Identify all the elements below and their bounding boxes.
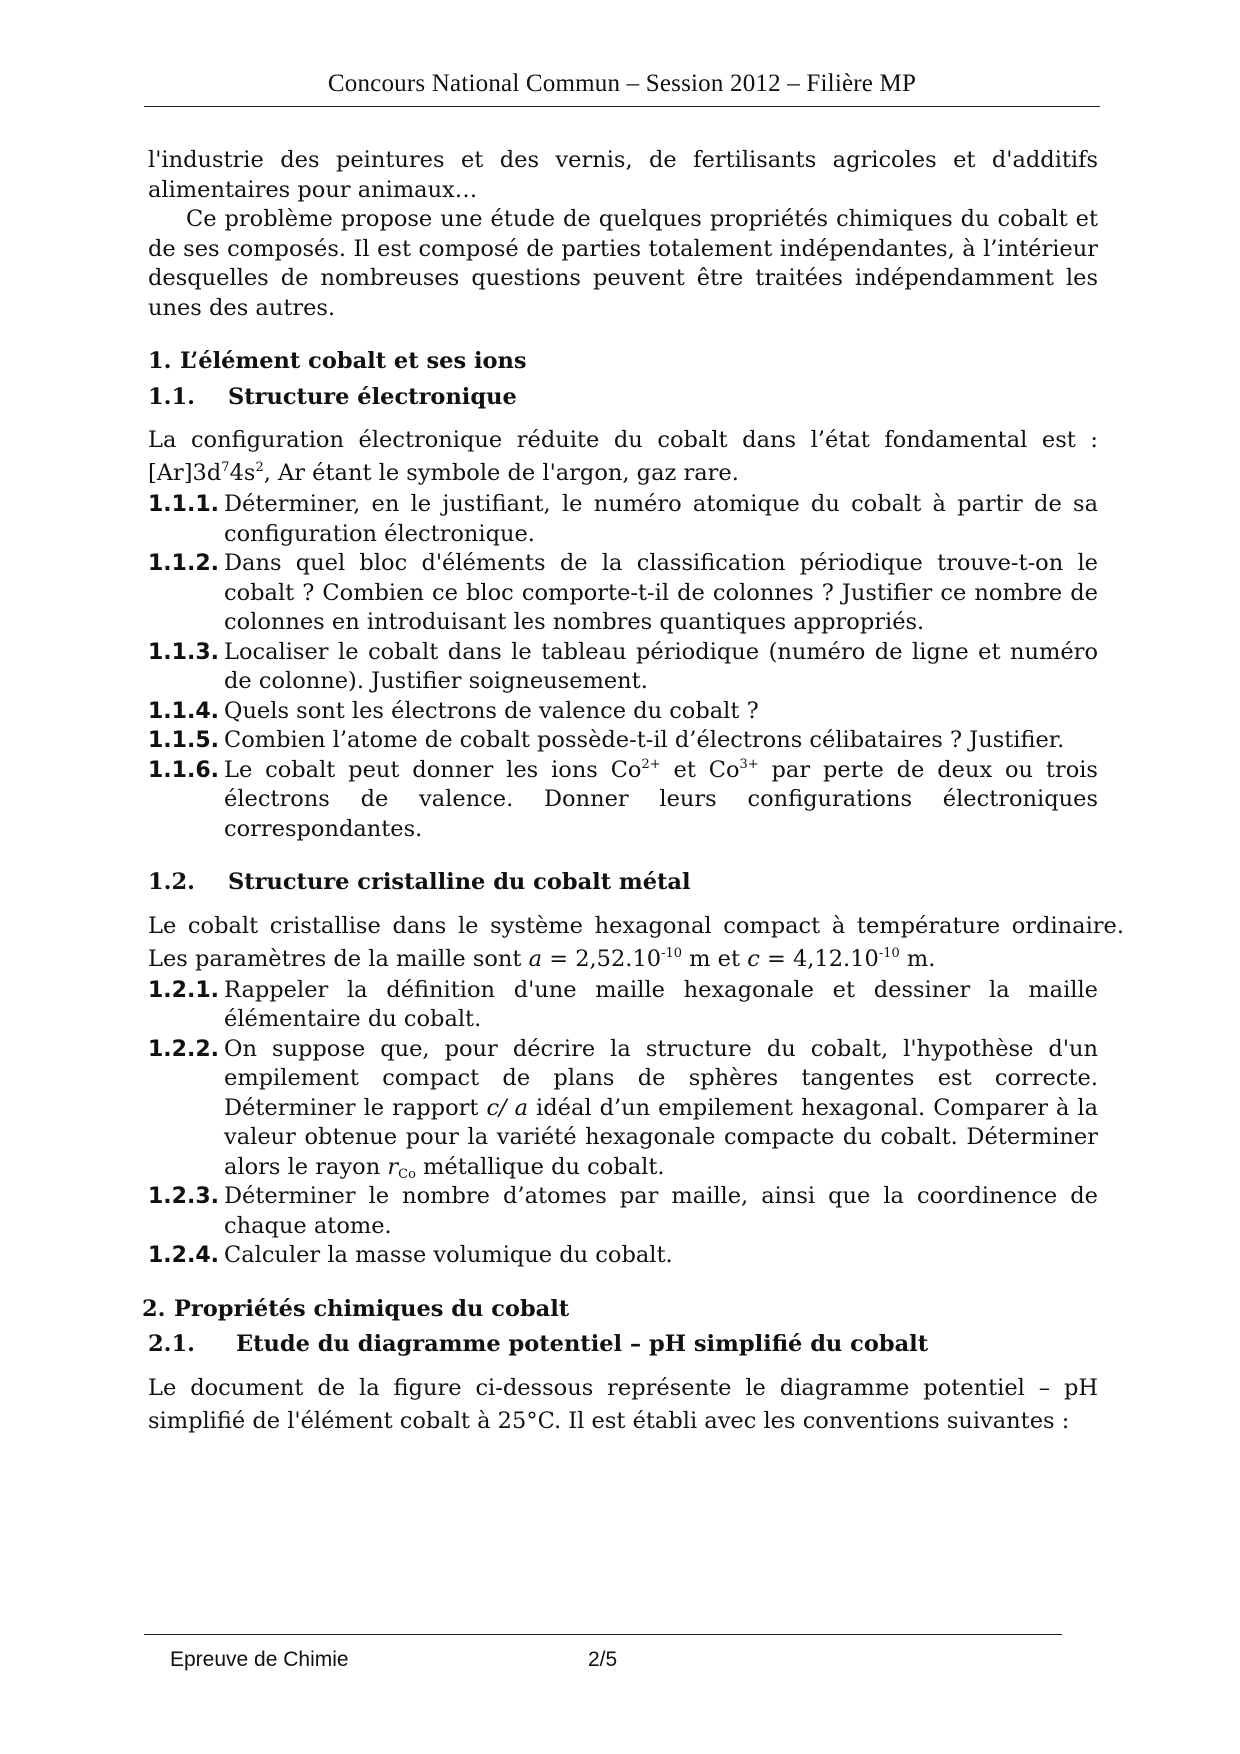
question-1-2-4: 1.2.4. Calculer la masse volumique du cobalt.: [148, 1242, 673, 1268]
section-2-number: 2.: [142, 1295, 166, 1322]
section-1-1-number: 1.1.: [148, 383, 195, 410]
section-1-heading: [148, 347, 1098, 377]
section-1-1-title: Structure électronique: [228, 383, 517, 410]
footer-divider: [144, 1634, 1062, 1635]
section-1-2-title: Structure cristalline du cobalt métal: [228, 869, 691, 895]
page-number: 2/5: [588, 1648, 618, 1671]
section-2-1-heading: [148, 1330, 1098, 1360]
section-1-2-heading: [148, 868, 1098, 898]
section-2-1-paragraph: Le document de la figure ci-dessous représente le diagramme potentiel – pH simplifié de l'élément cobalt à 25°C. Il est établi avec les conventions suivantes :: [148, 1374, 1098, 1434]
intro-paragraph-2: Ce problème propose une étude de quelques propriétés chimiques du cobalt et de ses composés. Il est composé de parties totalement indépendantes, à l’intérieur desquelles de nombreuses questions peuvent être traitées indépendamment les unes des autres.: [148, 206, 1098, 321]
intro-paragraph-1: l'industrie des peintures et des vernis, de fertilisants agricoles et d'additifs alimentaires pour animaux…: [148, 147, 1098, 203]
section-1-2-paragraph: Le cobalt cristallise dans le système hexagonal compact à température ordinaire. Les paramètres de la maille sont $a = 2,52.10^{-10}$ m et $c = 4,12.10^{-10}$ m.: [148, 912, 1124, 972]
page-header: Concours National Commun – Session 2012 – Filière MP: [327, 70, 917, 97]
document-body: [142, 146, 1124, 1438]
section-1-title: L’élément cobalt et ses ions: [180, 348, 527, 374]
question-1-1-2: 1.1.2. Dans quel bloc d'éléments de la classification périodique trouve-t-on le cobalt ? Combien ce bloc comporte-t-il de colonnes ? Justifier ce nombre de colonnes en introduisant les nombres quantiques appropriés.: [148, 550, 1098, 635]
question-1-2-2: 1.2.2. On suppose que, pour décrire la structure du cobalt, l'hypothèse d'un empilement compact de plans de sphères tangentes est correcte. Déterminer le rapport c/ a idéal d’un empilement hexagonal. Comparer à la valeur obtenue pour la variété hexagonale compacte du cobalt. Déterminer alors le rayon $r_{Co}$ métallique du cobalt.: [148, 1035, 1099, 1182]
section-1-number: 1.: [148, 348, 172, 374]
question-1-1-6: 1.1.6. Le cobalt peut donner les ions $Co^{2+}$ et $Co^{3+}$ par perte de deux ou trois électrons de valence. Donner leurs configurations électroniques correspondantes.: [148, 756, 1098, 842]
section-2-1-number: 2.1.: [148, 1331, 195, 1357]
section-1-1-paragraph: La configuration électronique réduite du cobalt dans l’état fondamental est : $[Ar]3d^74s^2$, Ar étant le symbole de l'argon, gaz rare.: [148, 427, 1098, 486]
question-1-1-4: 1.1.4. Quels sont les électrons de valence du cobalt ?: [148, 697, 759, 724]
question-1-2-1: 1.2.1. Rappeler la définition d'une maille hexagonale et dessiner la maille élémentaire du cobalt.: [148, 976, 1098, 1032]
question-1-1-3: 1.1.3. Localiser le cobalt dans le tableau périodique (numéro de ligne et numéro de colonne). Justifier soigneusement.: [148, 638, 1098, 694]
question-1-1-5: 1.1.5. Combien l’atome de cobalt possède-t-il d’électrons célibataires ? Justifier.: [148, 727, 1065, 753]
question-1-2-3: 1.2.3. Déterminer le nombre d’atomes par maille, ainsi que la coordinence de chaque atome.: [148, 1183, 1098, 1239]
section-1-2-number: 1.2.: [148, 869, 195, 895]
section-1-1-heading: [148, 383, 1098, 413]
section-2-heading: [142, 1295, 1098, 1325]
section-2-1-title: Etude du diagramme potentiel – pH simplifié du cobalt: [236, 1331, 929, 1357]
question-1-1-1: 1.1.1. Déterminer, en le justifiant, le numéro atomique du cobalt à partir de sa configuration électronique.: [148, 491, 1098, 547]
footer-exam-name: Epreuve de Chimie: [170, 1648, 349, 1671]
section-2-title: Propriétés chimiques du cobalt: [174, 1295, 570, 1322]
header-divider: [144, 106, 1100, 107]
